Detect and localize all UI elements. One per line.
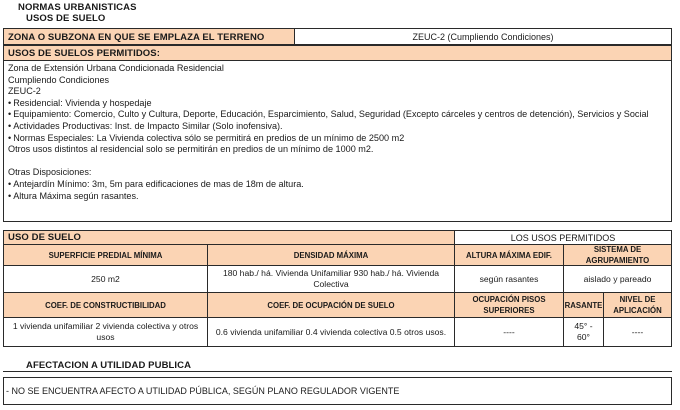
header-ocupacion-pisos: OCUPACIÓN PISOS SUPERIORES xyxy=(455,293,564,318)
header-constructibilidad: COEF. DE CONSTRUCTIBILIDAD xyxy=(3,293,208,318)
uso-suelo-label: USO DE SUELO xyxy=(3,230,455,245)
usos-line-actividades: • Actividades Productivas: Inst. de Impacto Similar (Solo inofensiva). xyxy=(8,121,667,133)
usos-line-blank xyxy=(8,156,667,168)
usos-line-code: ZEUC-2 xyxy=(8,86,41,97)
header-nivel-aplicacion: NIVEL DE APLICACIÓN xyxy=(604,293,672,318)
usos-line-normas: • Normas Especiales: La Vivienda colectiva sólo se permitirá en predios de un mínimo de 2500 m2 xyxy=(8,133,667,145)
usos-line-otros-usos: Otros usos distintos al residencial solo se permitirán en predios de un mínimo de 1000 m2. xyxy=(8,144,374,155)
afectacion-text: - NO SE ENCUENTRA AFECTO A UTILIDAD PÚBLICA, SEGÚN PLANO REGULADOR VIGENTE xyxy=(3,377,672,405)
value-agrupamiento: aislado y pareado xyxy=(564,266,672,293)
value-constructibilidad: 1 vivienda unifamiliar 2 vivienda colectiva y otros usos xyxy=(3,318,208,347)
usos-permitidos-right-label: LOS USOS PERMITIDOS xyxy=(454,230,672,245)
header-densidad: DENSIDAD MÁXIMA xyxy=(208,245,455,266)
zona-value: ZEUC-2 (Cumpliendo Condiciones) xyxy=(294,28,672,45)
usos-permitidos-label: USOS DE SUELOS PERMITIDOS: xyxy=(3,45,672,61)
page-title: NORMAS URBANISTICAS xyxy=(18,2,137,13)
usos-line-antejardin: • Antejardín Mínimo: 3m, 5m para edificaciones de mas de 18m de altura. xyxy=(8,179,667,191)
header-agrupamiento: SISTEMA DE AGRUPAMIENTO xyxy=(564,245,672,266)
afectacion-label: AFECTACION A UTILIDAD PUBLICA xyxy=(26,360,192,371)
header-altura: ALTURA MÁXIMA EDIF. xyxy=(455,245,564,266)
value-superficie: 250 m2 xyxy=(3,266,208,293)
header-superficie: SUPERFICIE PREDIAL MÍNIMA xyxy=(3,245,208,266)
value-rasante: 45° - 60° xyxy=(564,318,604,347)
usos-line-zona: Zona de Extensión Urbana Condicionada Residencial xyxy=(8,63,224,73)
value-densidad: 180 hab./ há. Vivienda Unifamiliar 930 hab./ há. Vivienda Colectiva xyxy=(208,266,455,293)
zona-label: ZONA O SUBZONA EN QUE SE EMPLAZA EL TERRENO xyxy=(3,28,295,45)
afectacion-divider xyxy=(3,371,672,372)
usos-permitidos-text xyxy=(3,60,672,222)
header-rasante: RASANTE xyxy=(564,293,604,318)
page-subtitle: USOS DE SUELO xyxy=(26,13,106,24)
usos-line-otras-disposiciones: Otras Disposiciones: xyxy=(8,167,92,178)
usos-line-condiciones: Cumpliendo Condiciones xyxy=(8,74,110,85)
usos-line-altura: • Altura Máxima según rasantes. xyxy=(8,191,667,203)
usos-line-residencial: • Residencial: Vivienda y hospedaje xyxy=(8,98,667,110)
header-ocupacion-suelo: COEF. DE OCUPACIÓN DE SUELO xyxy=(208,293,455,318)
usos-line-equipamiento: • Equipamiento: Comercio, Culto y Cultura, Deporte, Educación, Esparcimiento, Salud, Seguridad (Excepto cárceles y centros de detención), Servicios y Social xyxy=(8,109,667,121)
value-ocupacion-suelo: 0.6 vivienda unifamiliar 0.4 vivienda colectiva 0.5 otros usos. xyxy=(208,318,455,347)
value-ocupacion-pisos: ---- xyxy=(455,318,564,347)
value-altura: según rasantes xyxy=(455,266,564,293)
value-nivel-aplicacion: ---- xyxy=(604,318,672,347)
